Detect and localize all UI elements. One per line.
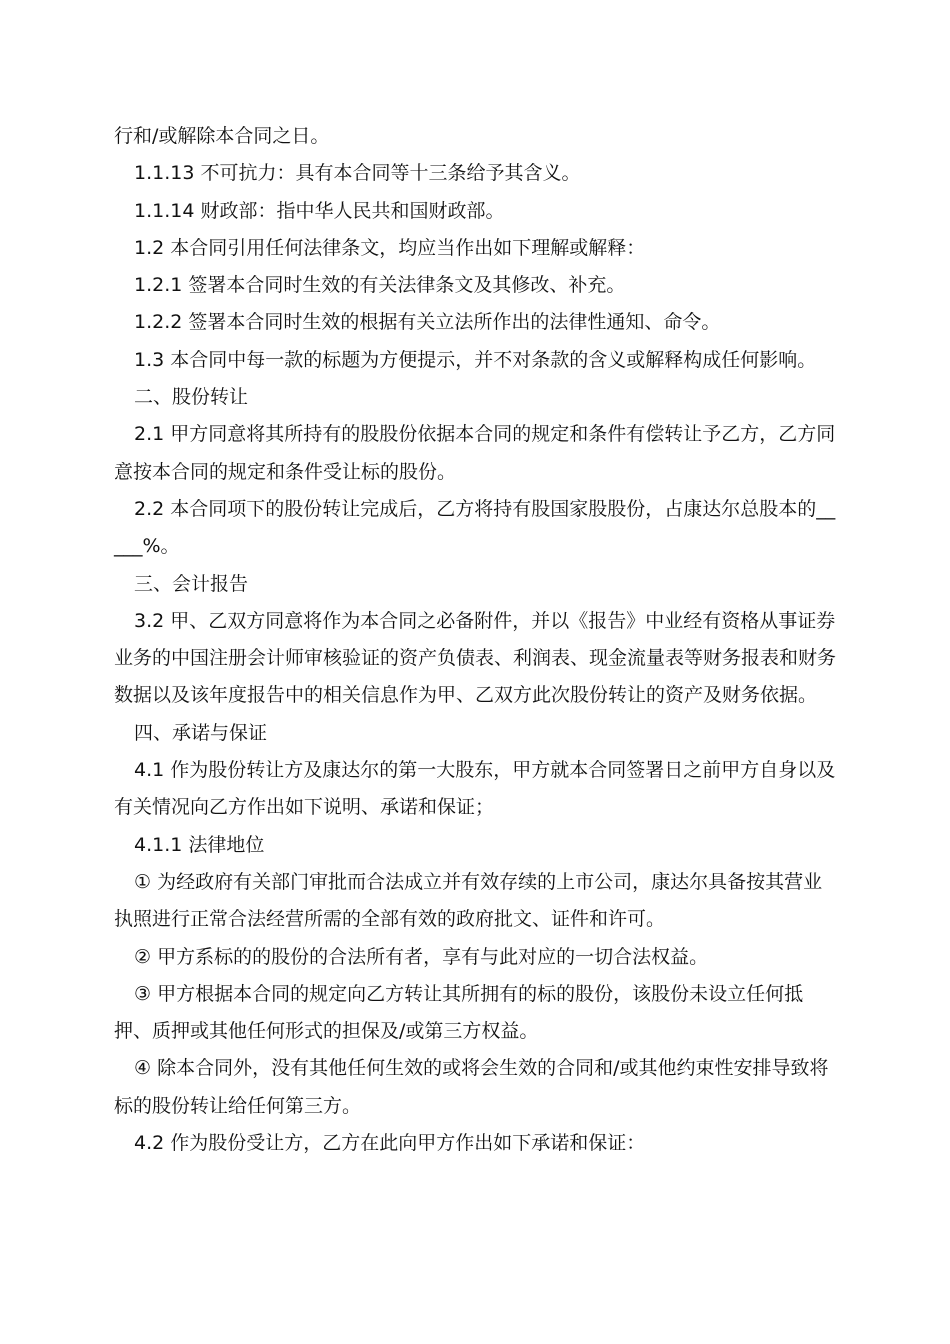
clause-1-1-14: 1.1.14 财政部：指中华人民共和国财政部。 xyxy=(134,199,505,222)
document-body xyxy=(114,118,838,1162)
list-item-3: ③ 甲方根据本合同的规定向乙方转让其所拥有的标的股份，该股份未设立任何抵押、质押或其他任何形式的担保及/或第三方权益。 xyxy=(114,982,804,1043)
clause-2-1: 2.1 甲方同意将其所持有的股股份依据本合同的规定和条件有偿转让予乙方，乙方同意按本合同的规定和条件受让标的股份。 xyxy=(114,423,836,483)
clause-4-1-1: 4.1.1 法律地位 xyxy=(134,833,265,856)
clause-1-2-2: 1.2.2 签署本合同时生效的根据有关立法所作出的法律性通知、命令。 xyxy=(134,311,721,334)
list-item-1: ① 为经政府有关部门审批而合法成立并有效存续的上市公司，康达尔具备按其营业执照进行正常合法经营所需的全部有效的政府批文、证件和许可。 xyxy=(114,870,823,931)
clause-4-1: 4.1 作为股份转让方及康达尔的第一大股东，甲方就本合同签署日之前甲方自身以及有关情况向乙方作出如下说明、承诺和保证； xyxy=(114,759,836,819)
list-item-2: ② 甲方系标的的股份的合法所有者，享有与此对应的一切合法权益。 xyxy=(134,945,709,968)
section-heading-3: 三、会计报告 xyxy=(134,572,249,595)
clause-1-2: 1.2 本合同引用任何法律条文，均应当作出如下理解或解释： xyxy=(134,236,646,259)
clause-3-2: 3.2 甲、乙双方同意将作为本合同之必备附件，并以《报告》中业经有资格从事证券业务的中国注册会计师审核验证的资产负债表、利润表、现金流量表等财务报表和财务数据以及该年度报告中的相关信息作为甲、乙双方此次股份转让的资产及财务依据。 xyxy=(114,609,837,707)
clause-1-2-1: 1.2.1 签署本合同时生效的有关法律条文及其修改、补充。 xyxy=(134,274,626,297)
clause-2-2: 2.2 本合同项下的股份转让完成后，乙方将持有股国家股股份，占康达尔总股本的_____%。 xyxy=(114,497,836,558)
clause-4-2: 4.2 作为股份受让方，乙方在此向甲方作出如下承诺和保证： xyxy=(134,1132,646,1155)
paragraph-continuation: 行和/或解除本合同之日。 xyxy=(114,125,330,147)
clause-1-1-13: 1.1.13 不可抗力：具有本合同等十三条给予其含义。 xyxy=(134,162,581,185)
section-heading-2: 二、股份转让 xyxy=(134,386,249,409)
list-item-4: ④ 除本合同外，没有其他任何生效的或将会生效的合同和/或其他约束性安排导致将标的股份转让给任何第三方。 xyxy=(114,1057,829,1117)
clause-1-3: 1.3 本合同中每一款的标题为方便提示，并不对条款的含义或解释构成任何影响。 xyxy=(134,348,817,371)
section-heading-4: 四、承诺与保证 xyxy=(134,721,268,744)
